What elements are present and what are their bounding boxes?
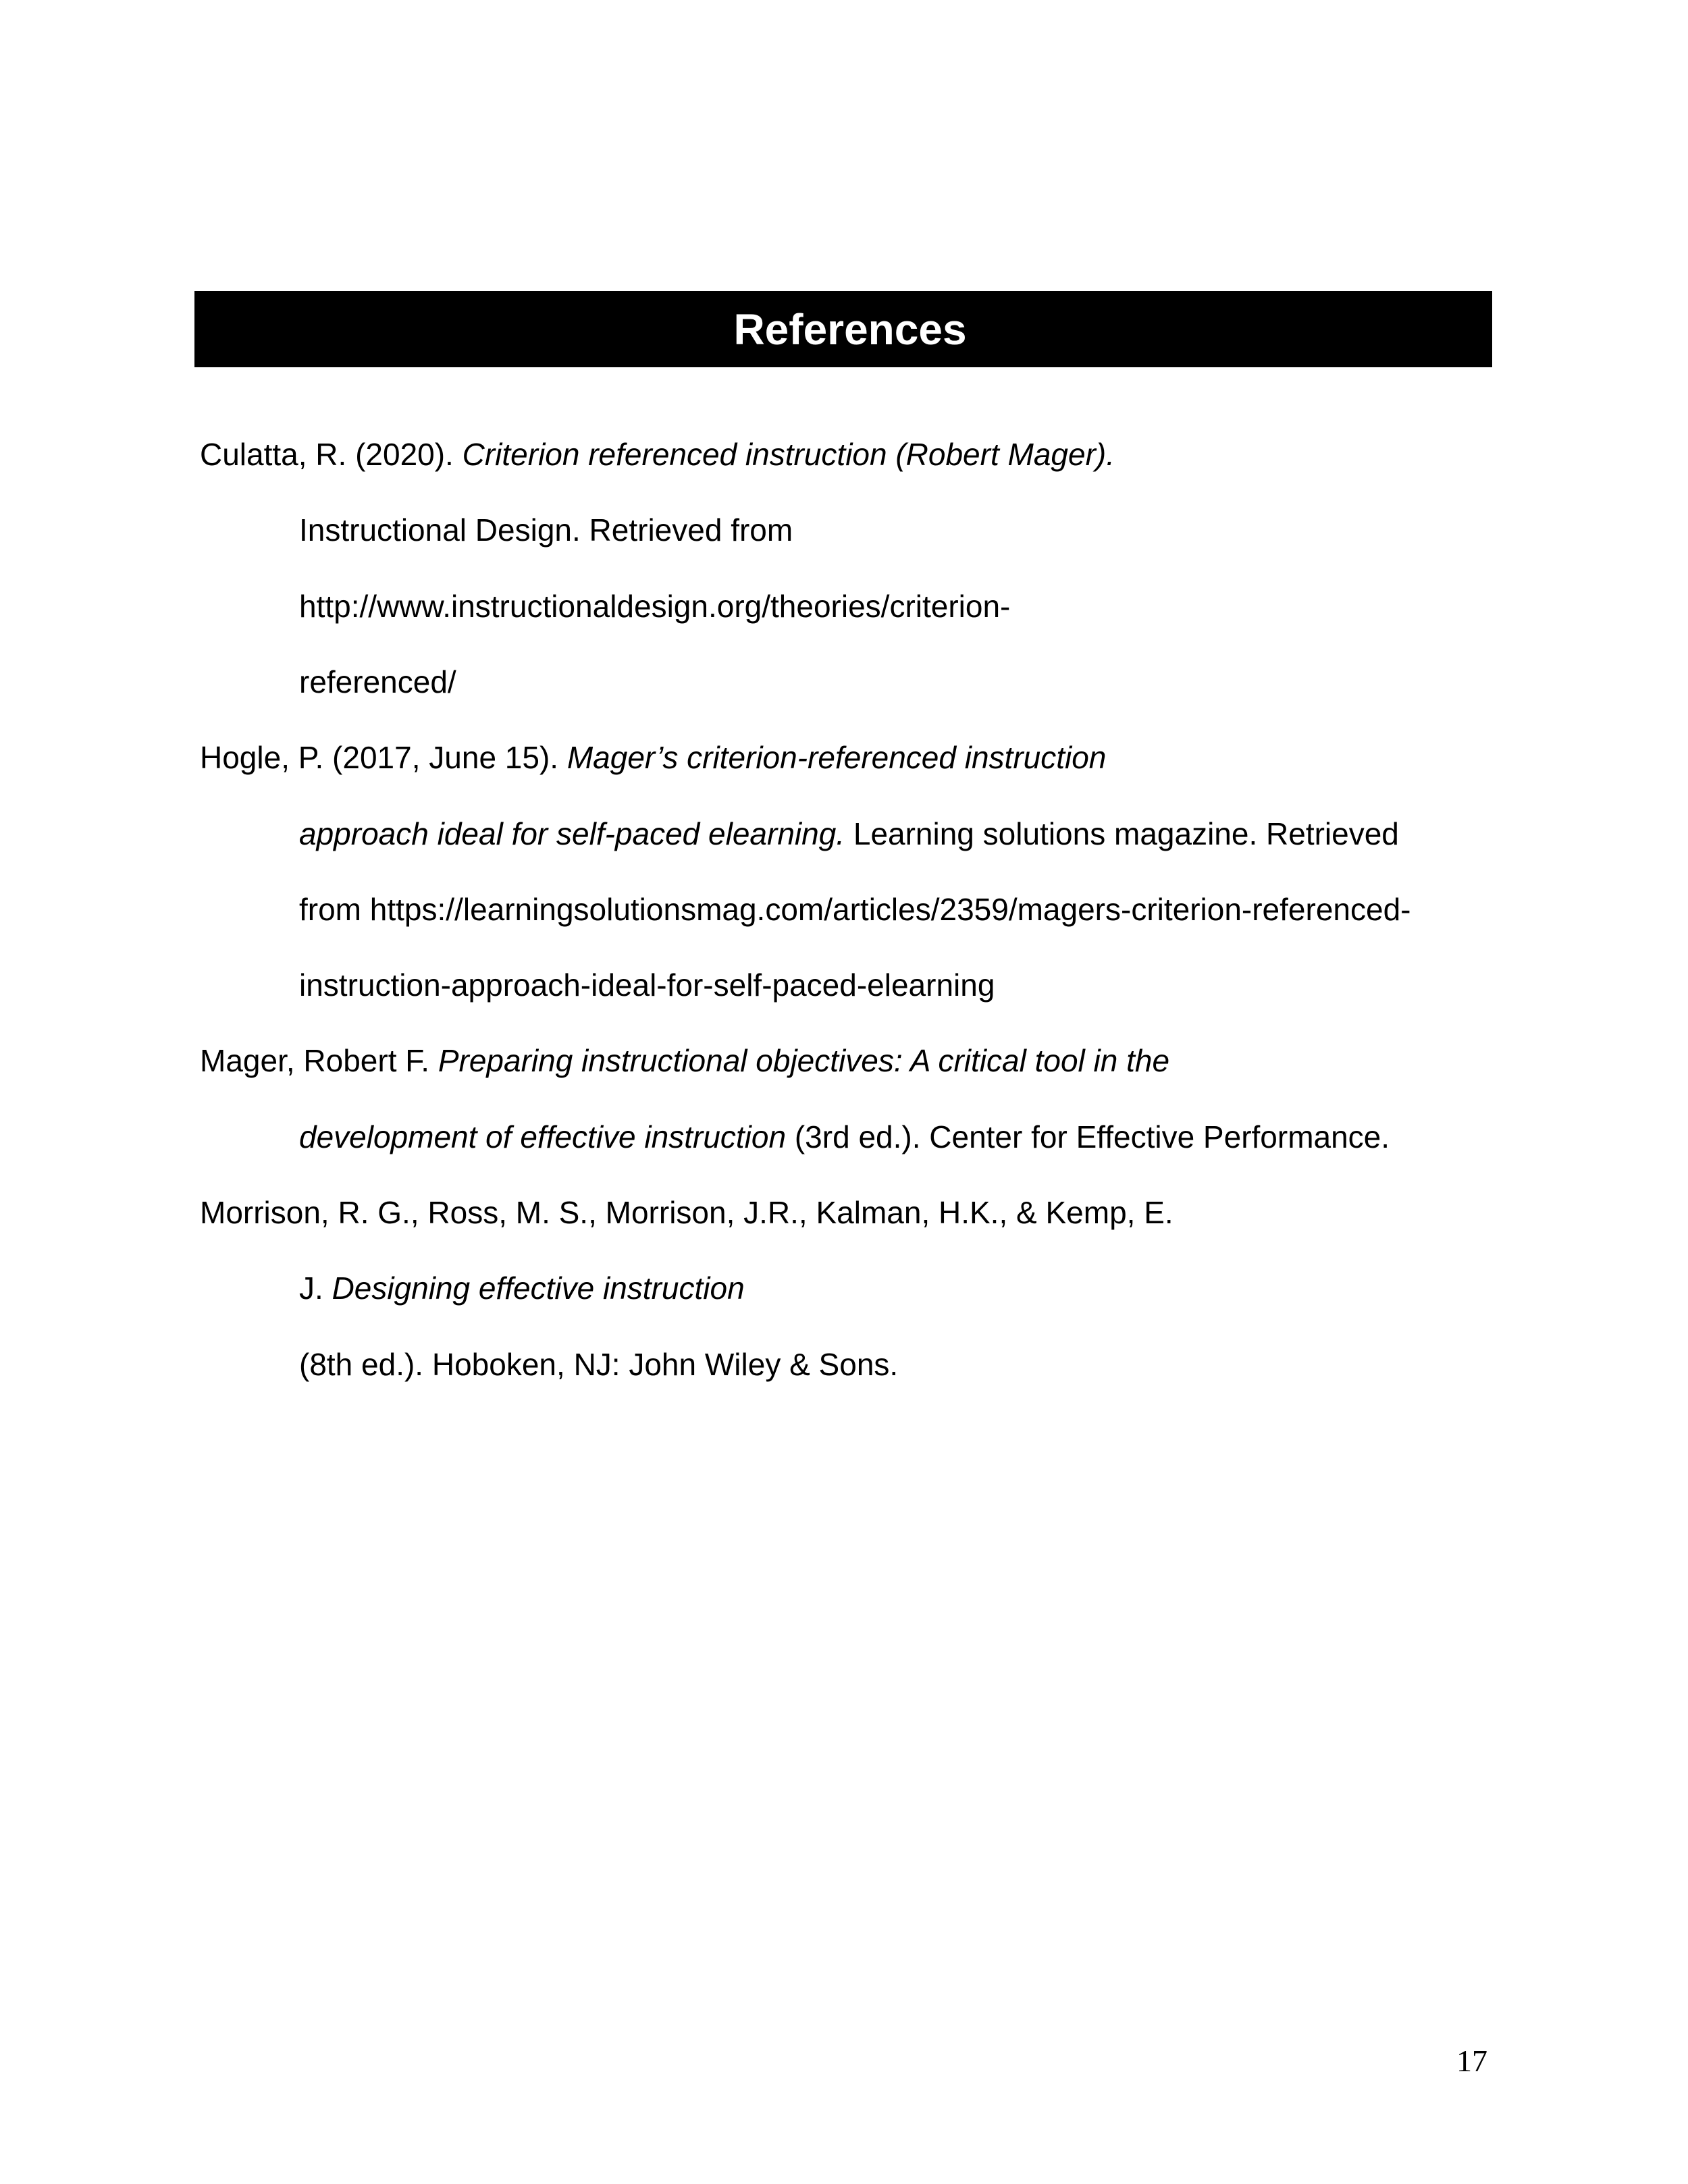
reference-text: Instructional Design. Retrieved from	[299, 512, 793, 548]
reference-text: (3rd ed.). Center for Effective Performance.	[786, 1119, 1390, 1154]
reference-line	[200, 739, 1106, 776]
reference-line	[299, 966, 995, 1004]
reference-text: (8th ed.). Hoboken, NJ: John Wiley & Sons.	[299, 1346, 899, 1382]
reference-line	[299, 1269, 745, 1307]
reference-text: instruction-approach-ideal-for-self-paced-elearning	[299, 967, 995, 1003]
reference-text: Hogle, P. (2017, June 15).	[200, 740, 567, 776]
reference-text: http://www.instructionaldesign.org/theories/criterion-	[299, 588, 1011, 624]
reference-text: Morrison, R. G., Ross, M. S., Morrison, J.R., Kalman, H.K., & Kemp, E.	[200, 1195, 1173, 1230]
reference-line	[299, 511, 793, 549]
reference-line	[200, 1194, 1173, 1231]
reference-text: Mager, Robert F.	[200, 1043, 438, 1079]
reference-title-text: approach ideal for self-paced elearning.	[299, 816, 845, 851]
page-title: References	[733, 304, 967, 354]
reference-line	[299, 587, 1010, 625]
reference-title-text: Mager’s criterion-referenced instruction	[566, 740, 1107, 776]
reference-text: Culatta, R. (2020).	[200, 437, 463, 472]
reference-title-text: Preparing instructional objectives: A critical tool in the	[438, 1043, 1170, 1079]
page-number: 17	[1456, 2044, 1487, 2078]
reference-title-text: development of effective instruction	[299, 1119, 787, 1154]
reference-line	[200, 1042, 1169, 1080]
reference-text: J.	[299, 1271, 332, 1306]
reference-title-text: Designing effective instruction	[332, 1271, 745, 1306]
reference-line	[200, 435, 1115, 473]
reference-line	[299, 815, 1399, 853]
reference-title-text: Criterion referenced instruction (Robert Mager).	[462, 437, 1115, 472]
reference-line	[299, 1118, 1390, 1156]
reference-line	[299, 1346, 898, 1383]
reference-line	[299, 890, 1410, 928]
reference-text: from https://learningsolutionsmag.com/articles/2359/magers-criterion-referenced-	[299, 891, 1411, 927]
reference-text: Learning solutions magazine. Retrieved	[845, 816, 1399, 851]
references-header-bar	[194, 291, 1492, 367]
reference-line	[299, 663, 456, 701]
reference-text: referenced/	[299, 664, 456, 699]
